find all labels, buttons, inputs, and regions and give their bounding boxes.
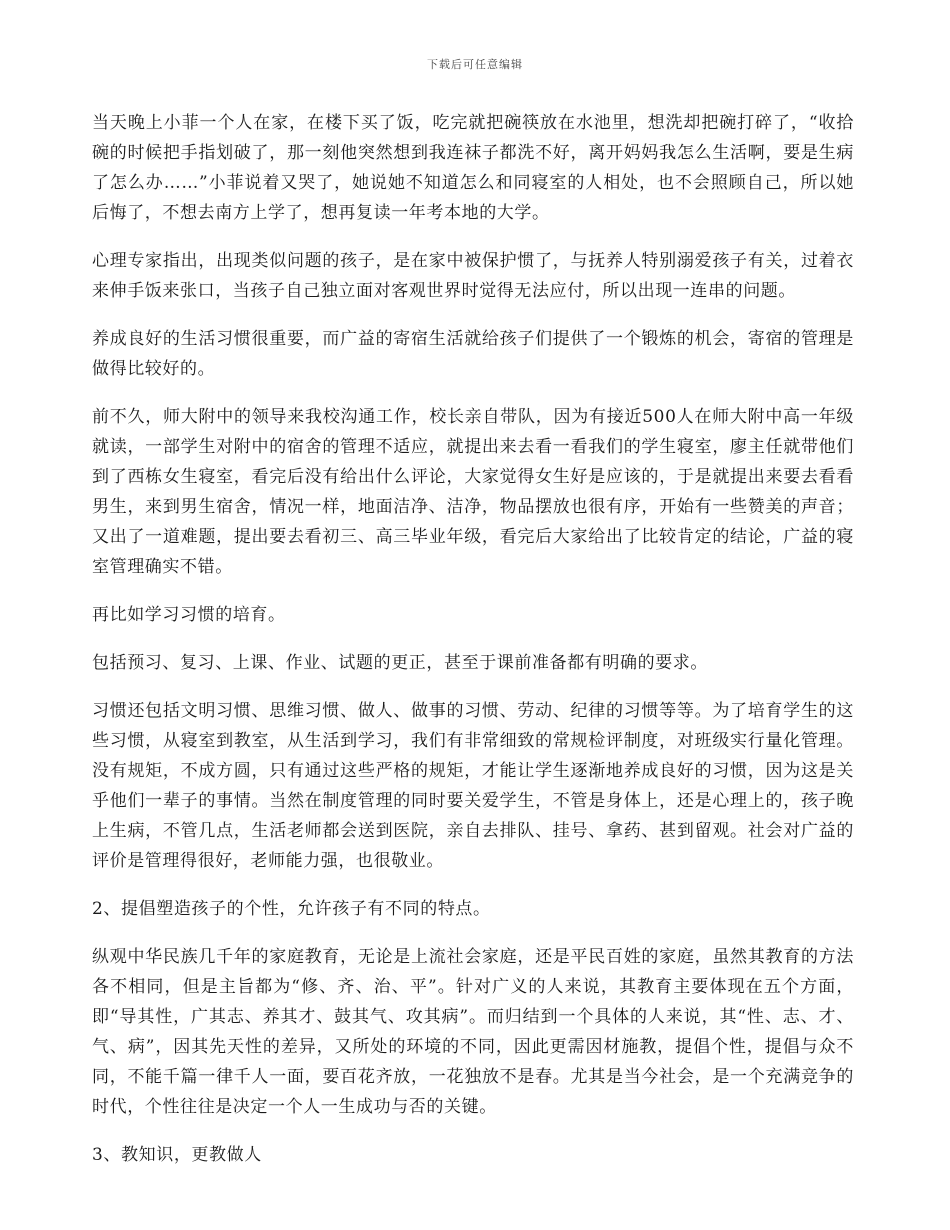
paragraph-study-requirements: 包括预习、复习、上课、作业、试题的更正，甚至于课前准备都有明确的要求。 [92,653,708,673]
paragraph-living-habits: 养成良好的生活习惯很重要，而广益的寄宿生活就给孩子们提供了一个锻炼的机会，寄宿的管理是做得比较好的。 [92,329,854,379]
paragraph-xiaofei-story: 当天晚上小菲一个人在家，在楼下买了饭，吃完就把碗筷放在水池里，想洗却把碗打碎了，“收拾碗的时候把手指划破了，那一刻他突然想到我连袜子都洗不好，离开妈妈我怎么生活啊，要是生病了怎么办……”小菲说着又哭了，她说她不知道怎么和同寝室的人相处，也不会照顾自己，所以她后悔了，不想去南方上学了，想再复读一年考本地的大学。 [92,113,854,223]
paragraph-family-education: 纵观中华民族几千年的家庭教育，无论是上流社会家庭，还是平民百姓的家庭，虽然其教育的方法各不相同，但是主旨都为“修、齐、治、平”。针对广义的人来说，其教育主要体现在五个方面，即“导其性，广其志、养其才、鼓其气、攻其病”。而归结到一个具体的人来说，其“性、志、才、气、病”，因其先天性的差异，又所处的环境的不同，因此更需因材施教，提倡个性，提倡与众不同，不能千篇一律千人一面，要百花齐放，一花独放不是春。尤其是当今社会，是一个充满竞争的时代，个性往往是决定一个人一生成功与否的关键。 [92,947,854,1117]
paragraph-study-habits: 再比如学习习惯的培育。 [92,605,286,625]
page-header: 下载后可任意编辑 [427,58,523,71]
paragraph-dorm-visit: 前不久，师大附中的领导来我校沟通工作，校长亲自带队，因为有接近500人在师大附中高一年级就读，一部学生对附中的宿舍的管理不适应，就提出来去看一看我们的学生寝室，廖主任就带他们到了西栋女生寝室，看完后没有给出什么评论，大家觉得女生好是应该的，于是就提出来要去看看男生，来到男生宿舍，情况一样，地面洁净、洁净，物品摆放也很有序，开始有一些赞美的声音；又出了一道难题，提出要去看初三、高三毕业年级，看完后大家给出了比较肯定的结论，广益的寝室管理确实不错。 [92,407,854,577]
paragraph-expert-opinion: 心理专家指出，出现类似问题的孩子，是在家中被保护惯了，与抚养人特别溺爱孩子有关，过着衣来伸手饭来张口，当孩子自己独立面对客观世界时觉得无法应付，所以出现一连串的问题。 [92,251,854,301]
document-body [92,108,854,1188]
paragraph-habit-management: 习惯还包括文明习惯、思维习惯、做人、做事的习惯、劳动、纪律的习惯等等。为了培育学生的这些习惯，从寝室到教室，从生活到学习，我们有非常细致的常规检评制度，对班级实行量化管理。没有规矩，不成方圆，只有通过这些严格的规矩，才能让学生逐渐地养成良好的习惯，因为这是关乎他们一辈子的事情。当然在制度管理的同时要关爱学生，不管是身体上，还是心理上的，孩子晚上生病，不管几点，生活老师都会送到医院，亲自去排队、挂号、拿药、甚到留观。社会对广益的评价是管理得很好，老师能力强，也很敬业。 [92,701,854,871]
section-heading-2: 2、提倡塑造孩子的个性，允许孩子有不同的特点。 [92,899,491,919]
section-heading-3: 3、教知识，更教做人 [92,1145,262,1165]
